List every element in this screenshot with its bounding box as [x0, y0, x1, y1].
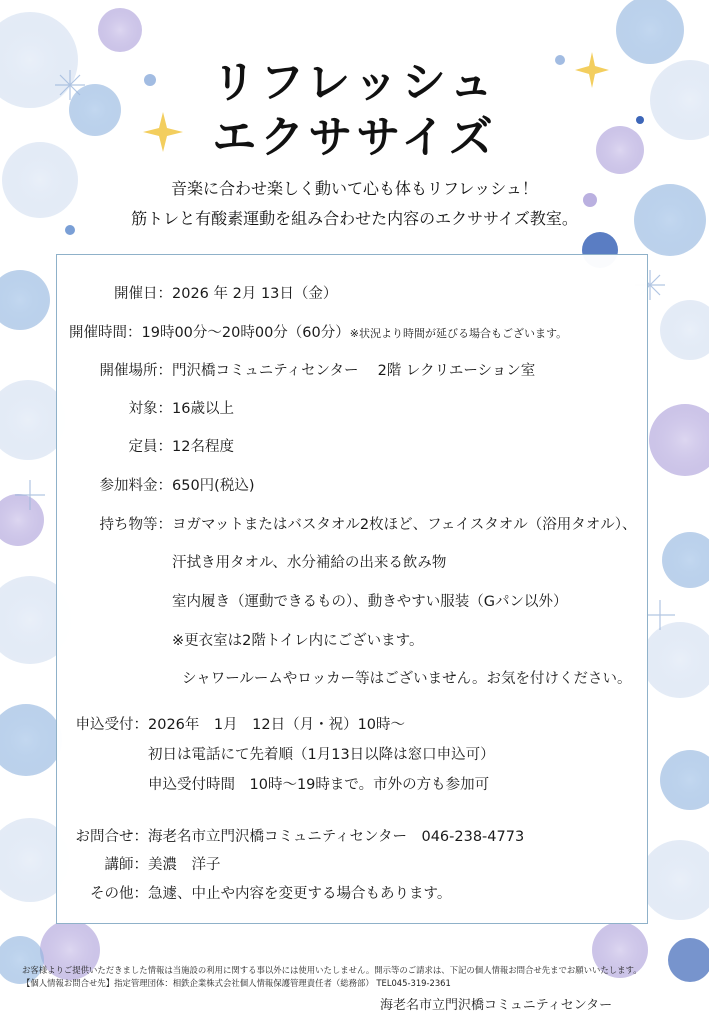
- contact-value: 海老名市立門沢橋コミュニティセンター 046-238-4773: [148, 829, 525, 845]
- items-label: 持ち物等：: [99, 517, 172, 533]
- date-row: [84, 282, 337, 303]
- apply-line-2: 初日は電話にて先着順（1月13日以降は窓口申込可）: [148, 747, 495, 763]
- items-line-4: ※更衣室は2階トイレ内にございます。: [172, 633, 424, 649]
- contact-row: [69, 825, 524, 846]
- time-value: 19時00分～20時00分（60分）: [141, 325, 350, 341]
- lead-line-1: 音楽に合わせ楽しく動いて心も体もリフレッシュ！: [171, 179, 538, 198]
- items-line-5: シャワールームやロッカー等はございません。お気を付けください。: [182, 671, 632, 687]
- apply-row: [69, 713, 405, 734]
- items-row: [69, 513, 637, 534]
- footer-organization: 海老名市立門沢橋コミュニティセンター: [380, 998, 613, 1013]
- date-value: 2026 年 2月 13日（金）: [172, 286, 338, 302]
- place-value: 門沢橋コミュニティセンター 2階 レクリエーション室: [172, 363, 536, 379]
- privacy-notice-line-2: 【個人情報お問合せ先】指定管理団体：相鉄企業株式会社個人情報保護管理責任者（総務部） TEL045-319-2361: [22, 978, 451, 988]
- items-line-3: 室内履き（運動できるもの）、動きやすい服装（Gパン以外）: [172, 594, 568, 610]
- instructor-row: [69, 853, 221, 874]
- place-row: [69, 359, 535, 380]
- other-label: その他：: [90, 886, 148, 902]
- capacity-value: 12名程度: [172, 439, 234, 455]
- lead-line-2: 筋トレと有酸素運動を組み合わせた内容のエクササイズ教室。: [131, 209, 578, 228]
- instructor-label: 講師：: [104, 857, 148, 873]
- other-row: [69, 882, 451, 903]
- target-value: 16歳以上: [172, 401, 234, 417]
- target-label: 対象：: [128, 401, 172, 417]
- fee-row: [69, 474, 255, 495]
- title-line-2: エクササイズ: [212, 112, 497, 163]
- capacity-label: 定員：: [128, 439, 172, 455]
- fee-label: 参加料金：: [99, 478, 172, 494]
- place-label: 開催場所：: [99, 363, 172, 379]
- other-value: 急遽、中止や内容を変更する場合もあります。: [148, 886, 452, 902]
- privacy-notice-line-1: お客様よりご提供いただきました情報は当施設の利用に関する事以外には使用いたしません。開示等のご請求は、下記の個人情報お問合せ先までお願いいたします。: [22, 965, 642, 975]
- apply-line-1: 2026年 1月 12日（月・祝）10時～: [148, 717, 406, 733]
- details-panel: [56, 254, 648, 924]
- contact-label: お問合せ：: [75, 829, 148, 845]
- time-note: ※状況より時間が延びる場合もございます。: [349, 327, 568, 340]
- title-line-1: リフレッシュ: [212, 57, 497, 108]
- items-line-2: 汗拭き用タオル、水分補給の出来る飲み物: [172, 555, 447, 571]
- time-row: [69, 321, 567, 342]
- items-line-1: ヨガマットまたはバスタオル2枚ほど、フェイスタオル（浴用タオル）、: [172, 517, 637, 533]
- target-row: [69, 397, 234, 418]
- time-label: 開催時間：: [69, 325, 142, 341]
- instructor-value: 美濃 洋子: [148, 857, 221, 873]
- apply-line-3: 申込受付時間 10時～19時まで。市外の方も参加可: [148, 777, 490, 793]
- date-label: 開催日：: [114, 286, 172, 302]
- capacity-row: [69, 435, 234, 456]
- apply-label: 申込受付：: [75, 717, 148, 733]
- fee-value: 650円(税込): [172, 478, 255, 494]
